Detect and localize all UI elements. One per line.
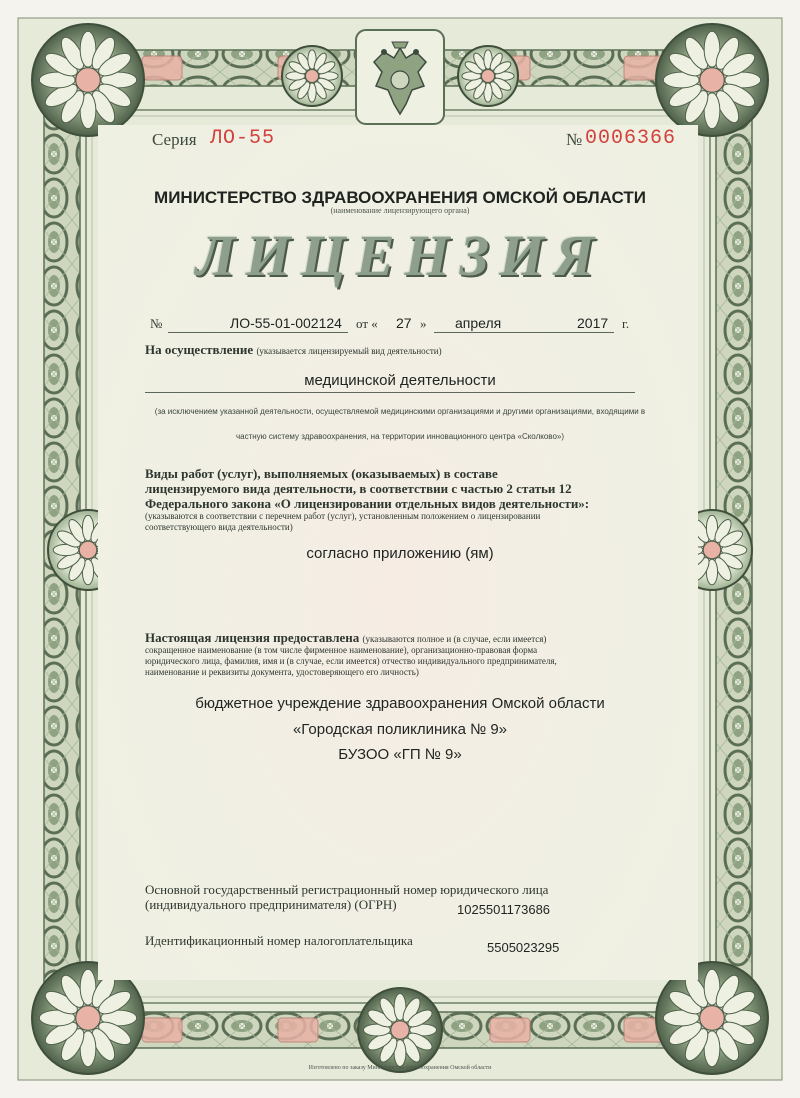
underline	[434, 332, 614, 333]
inn-value: 5505023295	[487, 940, 560, 955]
document-title: ЛИЦЕНЗИЯ	[195, 223, 605, 288]
ogrn-label-line1: Основной государственный регистрационный номер юридического лица	[145, 882, 549, 897]
licensee-short-name: БУЗОО «ГП № 9»	[338, 746, 462, 763]
licensee-name-line1: бюджетное учреждение здравоохранения Омской области	[195, 695, 605, 712]
works-value: согласно приложению (ям)	[306, 545, 494, 562]
ogrn-label	[145, 882, 665, 912]
corner-rosette-top-right	[656, 24, 768, 136]
works-line3: Федерального закона «О лицензировании отдельных видов деятельности»:	[145, 496, 590, 511]
registration-number-label: №	[150, 316, 163, 331]
licensee-label-line: Настоящая лицензия предоставлена (указываются полное и (в случае, если имеется)	[145, 630, 547, 645]
number-label: №	[566, 130, 583, 149]
activity-exception-line2: частную систему здравоохранения, на территории инновационного центра «Сколково»)	[235, 432, 565, 441]
serial-value: ЛО-55	[210, 127, 276, 150]
number-value: 0006366	[585, 127, 677, 150]
bottom-center-rosette	[358, 988, 442, 1072]
works-note2: соответствующего вида деятельности)	[145, 522, 293, 532]
works-line1: Виды работ (услуг), выполняемых (оказываемых) в составе	[145, 466, 498, 481]
pink-ornament	[142, 1018, 182, 1042]
works-line2: лицензируемого вида деятельности, в соответствии с частью 2 статьи 12	[145, 481, 572, 496]
activity-label: На осуществление (указывается лицензируемый вид деятельности)	[145, 342, 442, 357]
pink-ornament	[278, 1018, 318, 1042]
date-day-close: »	[420, 316, 427, 331]
date-from-label: от «	[356, 316, 378, 331]
activity-exception-line1: (за исключением указанной деятельности, осуществляемой медицинскими организациями и другими организациями, входящими в	[154, 407, 646, 416]
serial-label: Серия	[152, 130, 197, 149]
licensee-note3: юридического лица, фамилия, имя и (в случае, если имеется) отчество индивидуального предпринимателя,	[145, 656, 557, 666]
inn-label: Идентификационный номер налогоплательщика	[145, 933, 413, 948]
printer-footer: Изготовлено по заказу Министерства здравоохранения Омской области	[308, 1065, 492, 1071]
underline	[145, 392, 635, 393]
licensee-note2: сокращенное наименование (в том числе фирменное наименование), организационно-правовая форма	[145, 645, 538, 655]
pink-ornament	[490, 1018, 530, 1042]
licensing-authority-caption: (наименование лицензирующего органа)	[330, 206, 470, 215]
licensee-name-line2: «Городская поликлиника № 9»	[292, 721, 508, 738]
ogrn-value: 1025501173686	[457, 902, 551, 917]
date-year: 2017	[577, 315, 609, 331]
top-rosette-right	[458, 46, 518, 106]
date-month: апреля	[455, 315, 502, 331]
date-year-suffix: г.	[622, 316, 630, 331]
date-day: 27	[396, 315, 412, 331]
licensing-authority: МИНИСТЕРСТВО ЗДРАВООХРАНЕНИЯ ОМСКОЙ ОБЛАСТИ	[154, 188, 646, 207]
top-rosette-left	[282, 46, 342, 106]
corner-rosette-top-left	[32, 24, 144, 136]
licensee-paragraph	[145, 630, 675, 678]
underline	[168, 332, 348, 333]
works-note1: (указываются в соответствии с перечнем работ (услуг), установленным положением о лицензировании	[145, 511, 541, 521]
activity-value: медицинской деятельности	[304, 372, 496, 389]
double-headed-eagle-icon	[354, 28, 446, 126]
ogrn-label-line2: (индивидуального предпринимателя) (ОГРН)	[145, 897, 397, 912]
registration-number-value: ЛО-55-01-002124	[230, 315, 342, 331]
pink-ornament	[142, 56, 182, 80]
works-paragraph	[145, 466, 665, 533]
licensee-note4: наименование и реквизиты документа, удостоверяющего его личность)	[145, 667, 419, 677]
